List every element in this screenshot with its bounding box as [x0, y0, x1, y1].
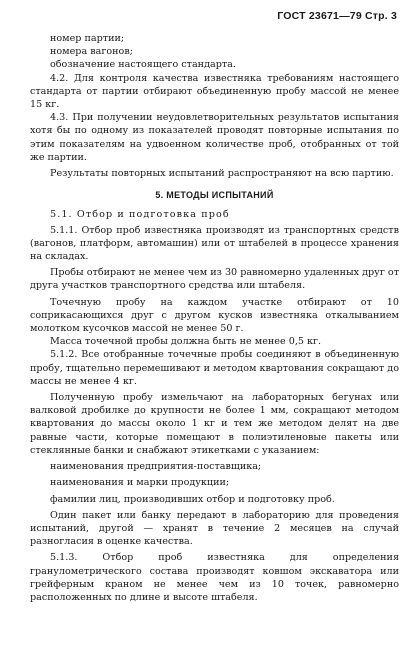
paragraph-5-1-1: 5.1.1. Отбор проб известняка производят из транспортных средств (вагонов, платформ, автомашин) или от штабелей в процессе хранения на складах. — [30, 224, 399, 263]
paragraph-point-sample-mass: Масса точечной пробы должна быть не менее 0,5 кг. — [50, 336, 322, 348]
paragraph-sampling-points: Пробы отбирают не менее чем из 30 равномерно удаленных друг от друга участков транспортного средства или штабеля. — [30, 267, 399, 292]
section-title-test-methods: 5. МЕТОДЫ ИСПЫТАНИЙ — [155, 190, 274, 201]
paragraph-5-1-3: 5.1.3. Отбор проб известняка для определения гранулометрического состава производят ковшом экскаватора или грейферным краном не менее чем из 10 точек, равномерно расположенных по длине и высоте штабеля. — [30, 552, 399, 603]
document-body — [30, 32, 399, 604]
paragraph-5-1-2: 5.1.2. Все отобранные точечные пробы соединяют в объединенную пробу, тщательно перемешивают и методом квартования сокращают до массы не менее 4 кг. — [30, 349, 399, 387]
list-item-batch-number: номер партии; — [50, 33, 125, 44]
label-item-product: наименования и марки продукции; — [50, 477, 230, 489]
page-header: ГОСТ 23671—79 Стр. 3 — [277, 10, 397, 22]
list-item-wagon-numbers: номера вагонов; — [50, 46, 133, 58]
paragraph-4-3: 4.3. При получении неудовлетворительных результатов испытания хотя бы по одному из показателей проводят повторные испытания по этим показателям на удвоенном количестве проб, отобранных от той же партии. — [30, 112, 399, 163]
label-item-persons: фамилии лиц, производивших отбор и подготовку проб. — [50, 493, 335, 505]
paragraph-point-sample: Точечную пробу на каждом участке отбирают от 10 соприкасающихся друг с другом кусков известняка откалыванием молотком кусочков массой не менее 50 г. — [30, 296, 399, 335]
list-item-standard-designation: обозначение настоящего стандарта. — [50, 59, 236, 71]
paragraph-repeat-results: Результаты повторных испытаний распространяют на всю партию. — [50, 168, 394, 180]
paragraph-sample-preparation: Полученную пробу измельчают на лабораторных бегунах или валковой дробилке до крупности не более 1 мм, сокращают методом квартования до массы около 1 кг и тем же методом делят на две равные части, которые помещают в полиэтиленовые пакеты или стеклянные банки и снабжают этикетками с указанием: — [30, 392, 399, 456]
paragraph-sample-storage: Один пакет или банку передают в лабораторию для проведения испытаний, другой — хранят в течение 2 месяцев на случай разногласия в оценке качества. — [30, 509, 399, 548]
subsection-title-sampling: 5.1. Отбор и подготовка проб — [50, 209, 230, 221]
paragraph-4-2: 4.2. Для контроля качества известняка требованиям настоящего стандарта от партии отбирают объединенную пробу массой не менее 15 кг. — [30, 72, 399, 111]
label-item-supplier: наименования предприятия-поставщика; — [50, 461, 262, 473]
